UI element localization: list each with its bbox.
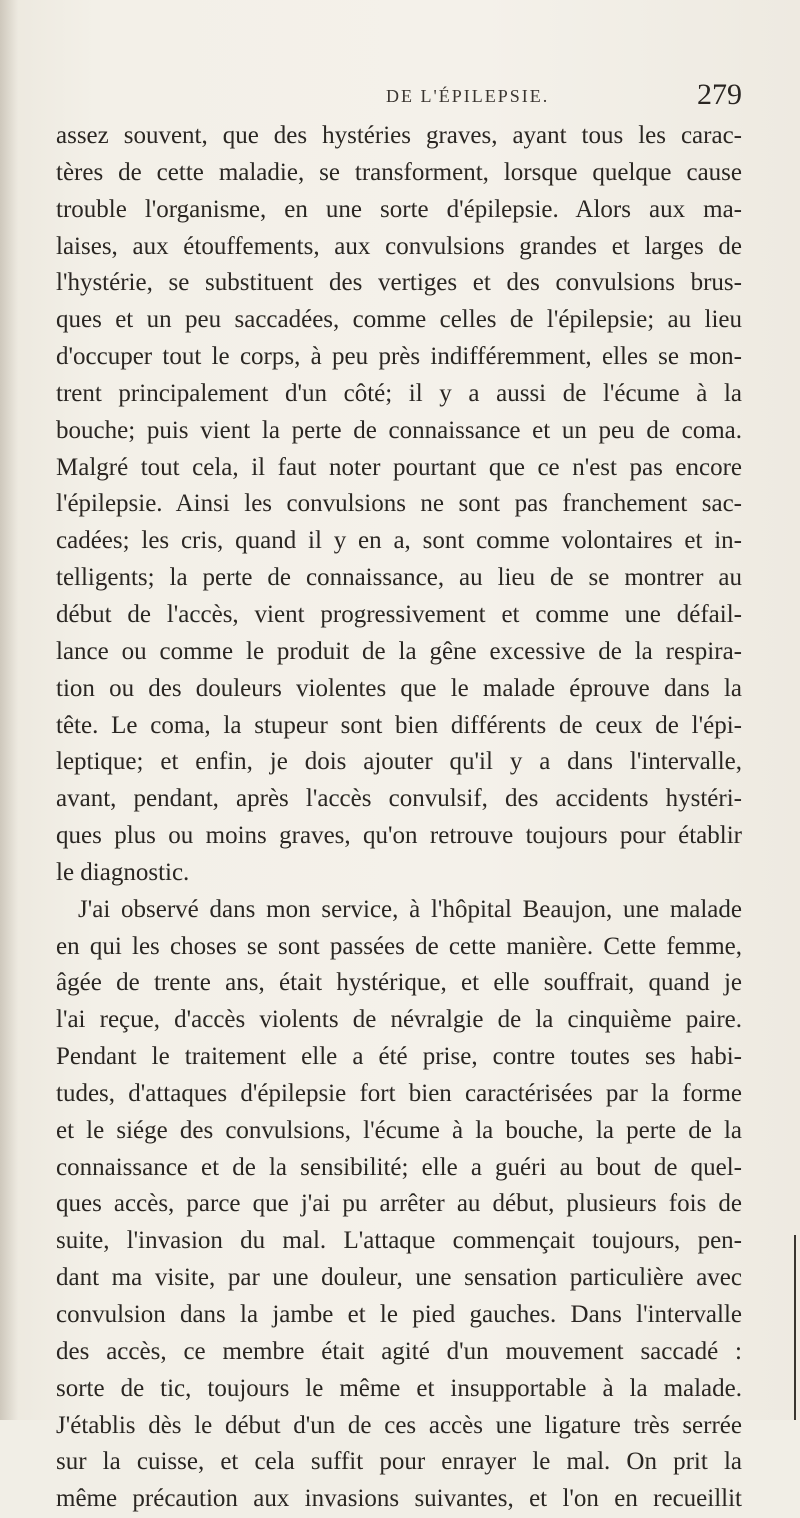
text-line: en qui les choses se sont passées de cette manière. Cette femme,: [56, 932, 742, 960]
text-line-paragraph-end: le diagnostic.: [56, 858, 190, 886]
text-line: laises, aux étouffements, aux convulsions grandes et larges de: [56, 232, 742, 260]
text-line: l'épilepsie. Ainsi les convulsions ne sont pas franchement sac-: [56, 490, 742, 518]
body-text: [56, 118, 742, 1518]
text-line: lance ou comme le produit de la gêne excessive de la respira-: [56, 637, 742, 665]
text-line: ques plus ou moins graves, qu'on retrouve toujours pour établir: [56, 822, 742, 850]
page-header: [56, 78, 742, 114]
text-line: début de l'accès, vient progressivement et comme une défail-: [56, 600, 742, 628]
running-head: DE L'ÉPILEPSIE.: [386, 86, 550, 106]
text-line-paragraph-start: J'ai observé dans mon service, à l'hôpital Beaujon, une malade: [78, 895, 742, 923]
text-line: tion ou des douleurs violentes que le malade éprouve dans la: [56, 674, 742, 702]
text-line: trouble l'organisme, en une sorte d'épilepsie. Alors aux ma-: [56, 195, 742, 223]
page-edge-mark: [794, 1235, 796, 1420]
text-line: telligents; la perte de connaissance, au lieu de se montrer au: [56, 564, 742, 592]
text-line: Pendant le traitement elle a été prise, contre toutes ses habi-: [56, 1043, 742, 1071]
text-line: des accès, ce membre était agité d'un mouvement saccadé :: [56, 1337, 742, 1365]
text-line: l'hystérie, se substituent des vertiges et des convulsions brus-: [56, 269, 742, 297]
text-line: suite, l'invasion du mal. L'attaque commençait toujours, pen-: [56, 1227, 742, 1255]
text-line: même précaution aux invasions suivantes, et l'on en recueillit: [56, 1485, 742, 1513]
text-line: âgée de trente ans, était hystérique, et elle souffrait, quand je: [56, 969, 742, 997]
text-line: leptique; et enfin, je dois ajouter qu'il y a dans l'intervalle,: [56, 748, 742, 776]
text-line: avant, pendant, après l'accès convulsif, des accidents hystéri-: [56, 785, 742, 813]
text-line: cadées; les cris, quand il y en a, sont comme volontaires et in-: [56, 527, 742, 555]
page-gutter-shadow: [0, 0, 18, 1420]
text-line: trent principalement d'un côté; il y a aussi de l'écume à la: [56, 379, 742, 407]
text-line: dant ma visite, par une douleur, une sensation particulière avec: [56, 1264, 742, 1292]
text-line: convulsion dans la jambe et le pied gauches. Dans l'intervalle: [56, 1301, 742, 1328]
text-line: ques et un peu saccadées, comme celles de l'épilepsie; au lieu: [56, 306, 742, 334]
text-line: tères de cette maladie, se transforment, lorsque quelque cause: [56, 158, 742, 186]
page-number: 279: [697, 78, 742, 111]
text-line: d'occuper tout le corps, à peu près indifféremment, elles se mon-: [56, 343, 742, 371]
text-line: tête. Le coma, la stupeur sont bien différents de ceux de l'épi-: [56, 711, 742, 739]
text-line: ques accès, parce que j'ai pu arrêter au début, plusieurs fois de: [56, 1190, 742, 1218]
text-line: bouche; puis vient la perte de connaissance et un peu de coma.: [56, 416, 742, 444]
text-line: et le siége des convulsions, l'écume à la bouche, la perte de la: [56, 1116, 742, 1144]
text-line: tudes, d'attaques d'épilepsie fort bien caractérisées par la forme: [56, 1079, 742, 1107]
text-line: Malgré tout cela, il faut noter pourtant que ce n'est pas encore: [56, 453, 742, 481]
text-line: assez souvent, que des hystéries graves, ayant tous les carac-: [56, 122, 742, 149]
text-line: J'établis dès le début d'un de ces accès une ligature très serrée: [56, 1411, 742, 1439]
text-line: sur la cuisse, et cela suffit pour enrayer le mal. On prit la: [56, 1448, 742, 1476]
text-line: l'ai reçue, d'accès violents de névralgie de la cinquième paire.: [56, 1006, 742, 1034]
text-line: sorte de tic, toujours le même et insupportable à la malade.: [56, 1374, 742, 1402]
text-line: connaissance et de la sensibilité; elle a guéri au bout de quel-: [56, 1153, 742, 1181]
